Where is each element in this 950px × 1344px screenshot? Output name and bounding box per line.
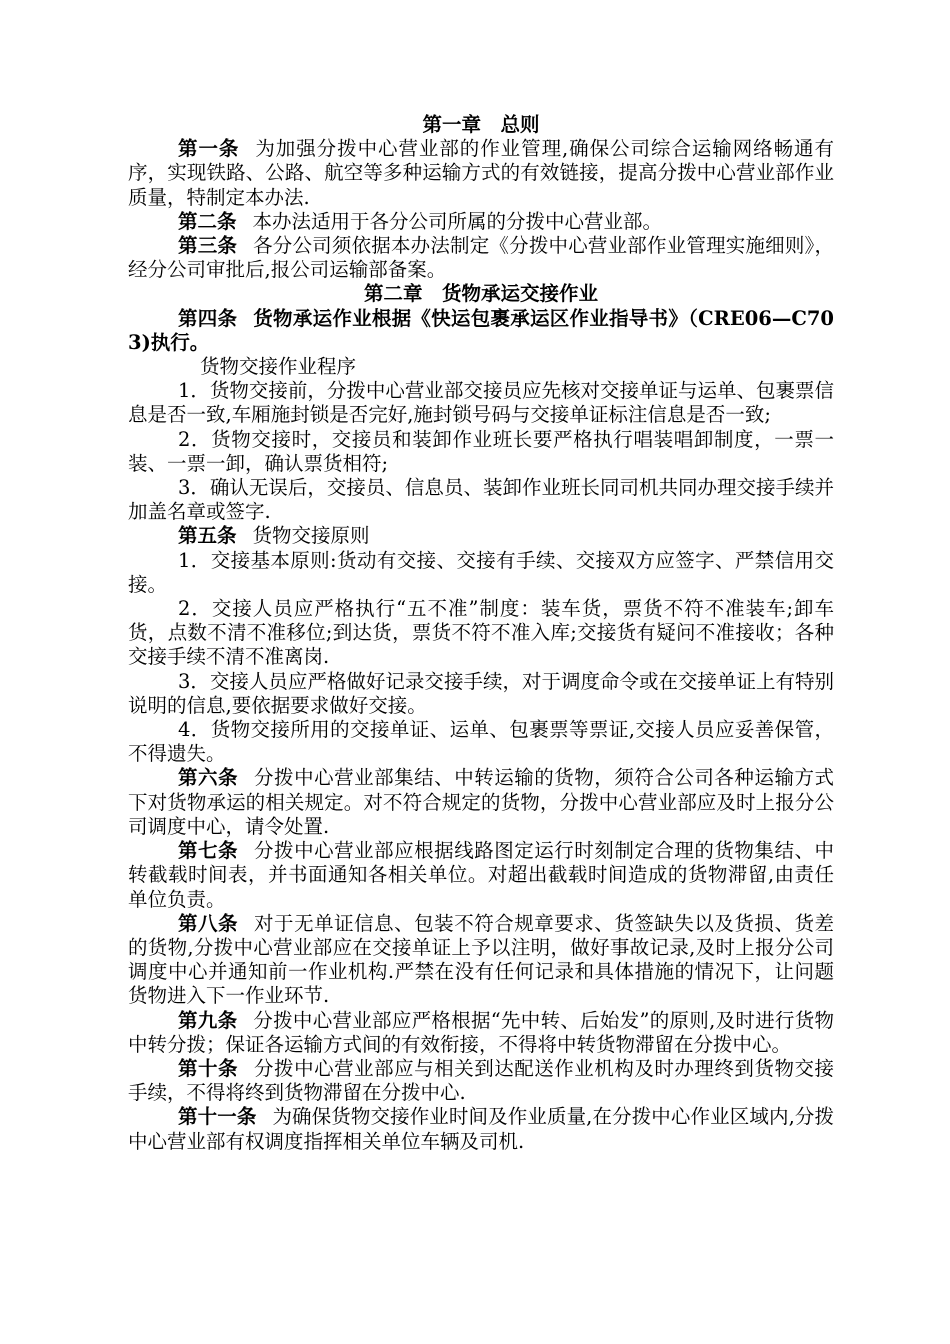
- article-7: [128, 839, 834, 912]
- article-4-text: 货物承运作业根据《快运包裹承运区作业指导书》（CRE06—C703)执行。: [128, 306, 834, 354]
- article-10: [128, 1057, 834, 1105]
- article-3-text: 各分公司须依据本办法制定《分拨中心营业部作业管理实施细则》，经分公司审批后,报公司运输部备案。: [128, 234, 834, 282]
- article-6: [128, 766, 834, 839]
- article-2-text: 本办法适用于各分公司所属的分拨中心营业部。: [252, 209, 663, 233]
- principle-item: 2．交接人员应严格执行“五不准”制度：装车货，票货不符不准装车;卸车货，点数不清不准移位;到达货，票货不符不准入库;交接货有疑问不准接收；各种交接手续不清不准离岗.: [128, 597, 834, 669]
- article-11-label: 第十一条: [178, 1105, 257, 1129]
- document-page: [128, 113, 834, 1154]
- article-9-text: 分拨中心营业部应严格根据“先中转、后始发”的原则,及时进行货物中转分拨；保证各运输方式间的有效衔接，不得将中转货物滞留在分拨中心。: [128, 1008, 834, 1056]
- article-3-label: 第三条: [178, 234, 238, 258]
- article-5: [128, 524, 834, 548]
- article-9: [128, 1009, 834, 1057]
- chapter-2-title: 第二章 货物承运交接作业: [363, 282, 598, 306]
- article-1-text: 为加强分拨中心营业部的作业管理,确保公司综合运输网络畅通有序，实现铁路、公路、航空等多种运输方式的有效链接，提高分拨中心营业部作业质量，特制定本办法.: [128, 137, 834, 209]
- article-7-label: 第七条: [178, 839, 239, 863]
- principle-item: 3．交接人员应严格做好记录交接手续，对于调度命令或在交接单证上有特别说明的信息,要依据要求做好交接。: [128, 669, 834, 717]
- article-6-text: 分拨中心营业部集结、中转运输的货物，须符合公司各种运输方式下对货物承运的相关规定。对不符合规定的货物，分拨中心营业部应及时上报分公司调度中心，请令处置.: [128, 766, 834, 838]
- article-8-label: 第八条: [178, 911, 239, 935]
- article-5-text: 货物交接原则: [252, 524, 370, 548]
- article-2-label: 第二条: [178, 209, 237, 233]
- principle-item: 1．交接基本原则:货动有交接、交接有手续、交接双方应签字、严禁信用交接。: [128, 548, 834, 596]
- procedure-item: 2．货物交接时，交接员和装卸作业班长要严格执行唱装唱卸制度，一票一装、一票一卸，确认票货相符;: [128, 427, 834, 475]
- article-8: [128, 912, 834, 1009]
- article-3: [128, 234, 834, 282]
- procedure-title: 货物交接作业程序: [200, 355, 357, 379]
- article-1-label: 第一条: [178, 137, 240, 161]
- principle-item: 4．货物交接所用的交接单证、运单、包裹票等票证,交接人员应妥善保管，不得遗失。: [128, 718, 834, 766]
- article-10-label: 第十条: [178, 1056, 239, 1080]
- article-11-text: 为确保货物交接作业时间及作业质量,在分拨中心作业区域内,分拨中心营业部有权调度指挥相关单位车辆及司机.: [128, 1105, 834, 1153]
- article-4-label: 第四条: [178, 306, 238, 330]
- procedure-item: 1．货物交接前，分拨中心营业部交接员应先核对交接单证与运单、包裹票信息是否一致,车厢施封锁是否完好,施封锁号码与交接单证标注信息是否一致;: [128, 379, 834, 427]
- article-7-text: 分拨中心营业部应根据线路图定运行时刻制定合理的货物集结、中转截载时间表，并书面通知各相关单位。对超出截载时间造成的货物滞留,由责任单位负责。: [128, 839, 834, 911]
- article-10-text: 分拨中心营业部应与相关到达配送作业机构及时办理终到货物交接手续，不得将终到货物滞留在分拨中心.: [128, 1056, 834, 1105]
- article-4: [128, 307, 834, 355]
- article-1: [128, 137, 834, 210]
- article-8-text: 对于无单证信息、包装不符合规章要求、货签缺失以及货损、货差的货物,分拨中心营业部应在交接单证上予以注明，做好事故记录,及时上报分公司调度中心并通知前一作业机构.严禁在没有任何记录和具体措施的情况下，让问题货物进入下一作业环节.: [128, 911, 834, 1008]
- article-9-label: 第九条: [178, 1008, 238, 1032]
- article-2: [128, 210, 834, 234]
- article-11: [128, 1105, 834, 1153]
- chapter-1-title: 第一章 总则: [422, 113, 540, 136]
- article-5-label: 第五条: [178, 524, 237, 548]
- article-6-label: 第六条: [178, 766, 239, 790]
- procedure-item: 3．确认无误后，交接员、信息员、装卸作业班长同司机共同办理交接手续并加盖名章或签字.: [128, 476, 834, 524]
